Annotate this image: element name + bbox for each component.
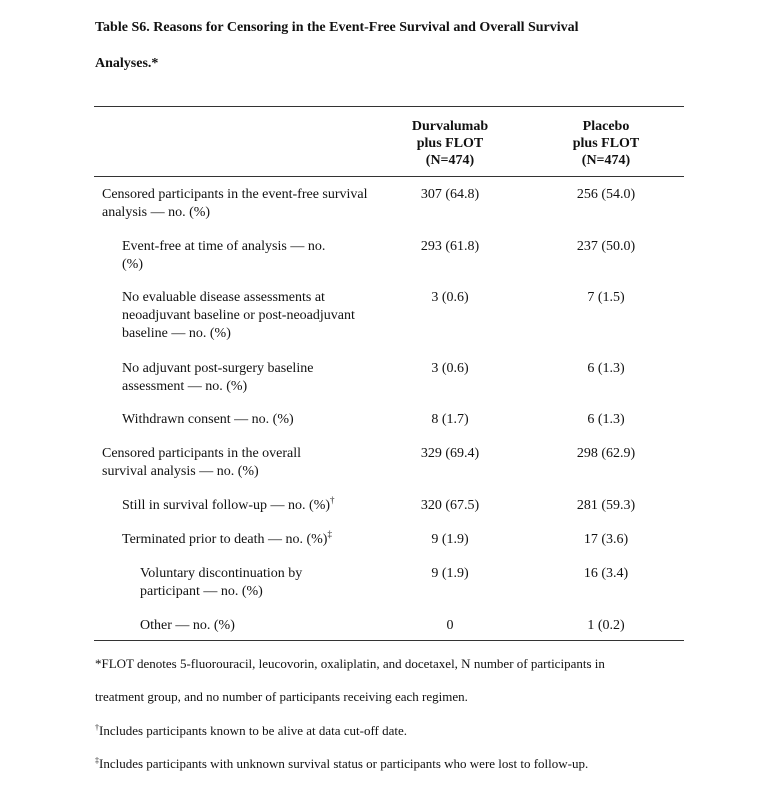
placebo-value: 7 (1.5): [587, 290, 625, 305]
dagger-footnote-mark: †: [330, 495, 335, 505]
table-header-rule: [94, 176, 684, 177]
placebo-value: 6 (1.3): [587, 361, 625, 376]
durvalumab-value: 8 (1.7): [431, 412, 469, 427]
durvalumab-value: 9 (1.9): [431, 532, 469, 547]
column-header-line: Placebo: [582, 119, 630, 134]
durvalumab-value: 9 (1.9): [431, 566, 469, 581]
footnote-double-dagger: [95, 757, 695, 771]
column-header-line: plus FLOT: [416, 136, 484, 151]
dagger-mark: †: [95, 723, 99, 732]
double-dagger-footnote-mark: ‡: [327, 529, 332, 539]
column-header-durvalumab: [380, 118, 520, 169]
column-header-line: (N=474): [425, 153, 475, 168]
row-label-cell: [122, 531, 372, 549]
row-label: Other — no. (%): [140, 618, 235, 633]
durvalumab-value: 3 (0.6): [431, 361, 469, 376]
column-header-line: Durvalumab: [411, 119, 489, 134]
table-title: Table S6. Reasons for Censoring in the Event-Free Survival and Overall Survival: [95, 20, 579, 35]
table-top-rule: [94, 106, 684, 107]
row-label: Terminated prior to death — no. (%): [122, 532, 328, 547]
placebo-value: 256 (54.0): [576, 187, 636, 202]
column-header-placebo: [536, 118, 676, 169]
footnote-dagger: [95, 724, 695, 738]
placebo-value: 16 (3.4): [583, 566, 629, 581]
durvalumab-value: 329 (69.4): [420, 446, 480, 461]
durvalumab-value: 293 (61.8): [420, 239, 480, 254]
row-label: Still in survival follow-up — no. (%): [122, 498, 331, 513]
row-label: No adjuvant post-surgery baseline assessment — no. (%): [122, 361, 314, 394]
footnote-double-dagger-text: Includes participants with unknown survival status or participants who were lost to follow-up.: [99, 756, 589, 771]
row-label: Censored participants in the overall survival analysis — no. (%): [102, 446, 302, 479]
row-label: Voluntary discontinuation by participant — no. (%): [140, 566, 303, 599]
footnote-flot: *FLOT denotes 5-fluorouracil, leucovorin, oxaliplatin, and docetaxel, N number of participants in: [95, 656, 605, 671]
placebo-value: 237 (50.0): [576, 239, 636, 254]
row-label: No evaluable disease assessments at neoadjuvant baseline or post-neoadjuvant baseline — no. (%): [122, 290, 355, 341]
placebo-value: 1 (0.2): [587, 618, 625, 633]
footnote-flot-continued: treatment group, and no number of participants receiving each regimen.: [95, 689, 468, 704]
placebo-value: 281 (59.3): [576, 498, 636, 513]
double-dagger-mark: ‡: [95, 756, 99, 765]
placebo-value: 298 (62.9): [576, 446, 636, 461]
durvalumab-value: 3 (0.6): [431, 290, 469, 305]
placebo-value: 6 (1.3): [587, 412, 625, 427]
placebo-value: 17 (3.6): [583, 532, 629, 547]
row-label: Withdrawn consent — no. (%): [122, 412, 294, 427]
footnote-dagger-text: Includes participants known to be alive at data cut-off date.: [99, 723, 408, 738]
row-label-cell: [122, 497, 372, 515]
column-header-line: plus FLOT: [572, 136, 640, 151]
row-label: Event-free at time of analysis — no. (%): [122, 239, 326, 272]
table-title-continued: Analyses.*: [95, 56, 159, 71]
column-header-line: (N=474): [581, 153, 631, 168]
table-bottom-rule: [94, 640, 684, 641]
durvalumab-value: 320 (67.5): [420, 498, 480, 513]
row-label: Censored participants in the event-free survival analysis — no. (%): [102, 187, 368, 220]
durvalumab-value: 307 (64.8): [420, 187, 480, 202]
durvalumab-value: 0: [446, 618, 454, 633]
